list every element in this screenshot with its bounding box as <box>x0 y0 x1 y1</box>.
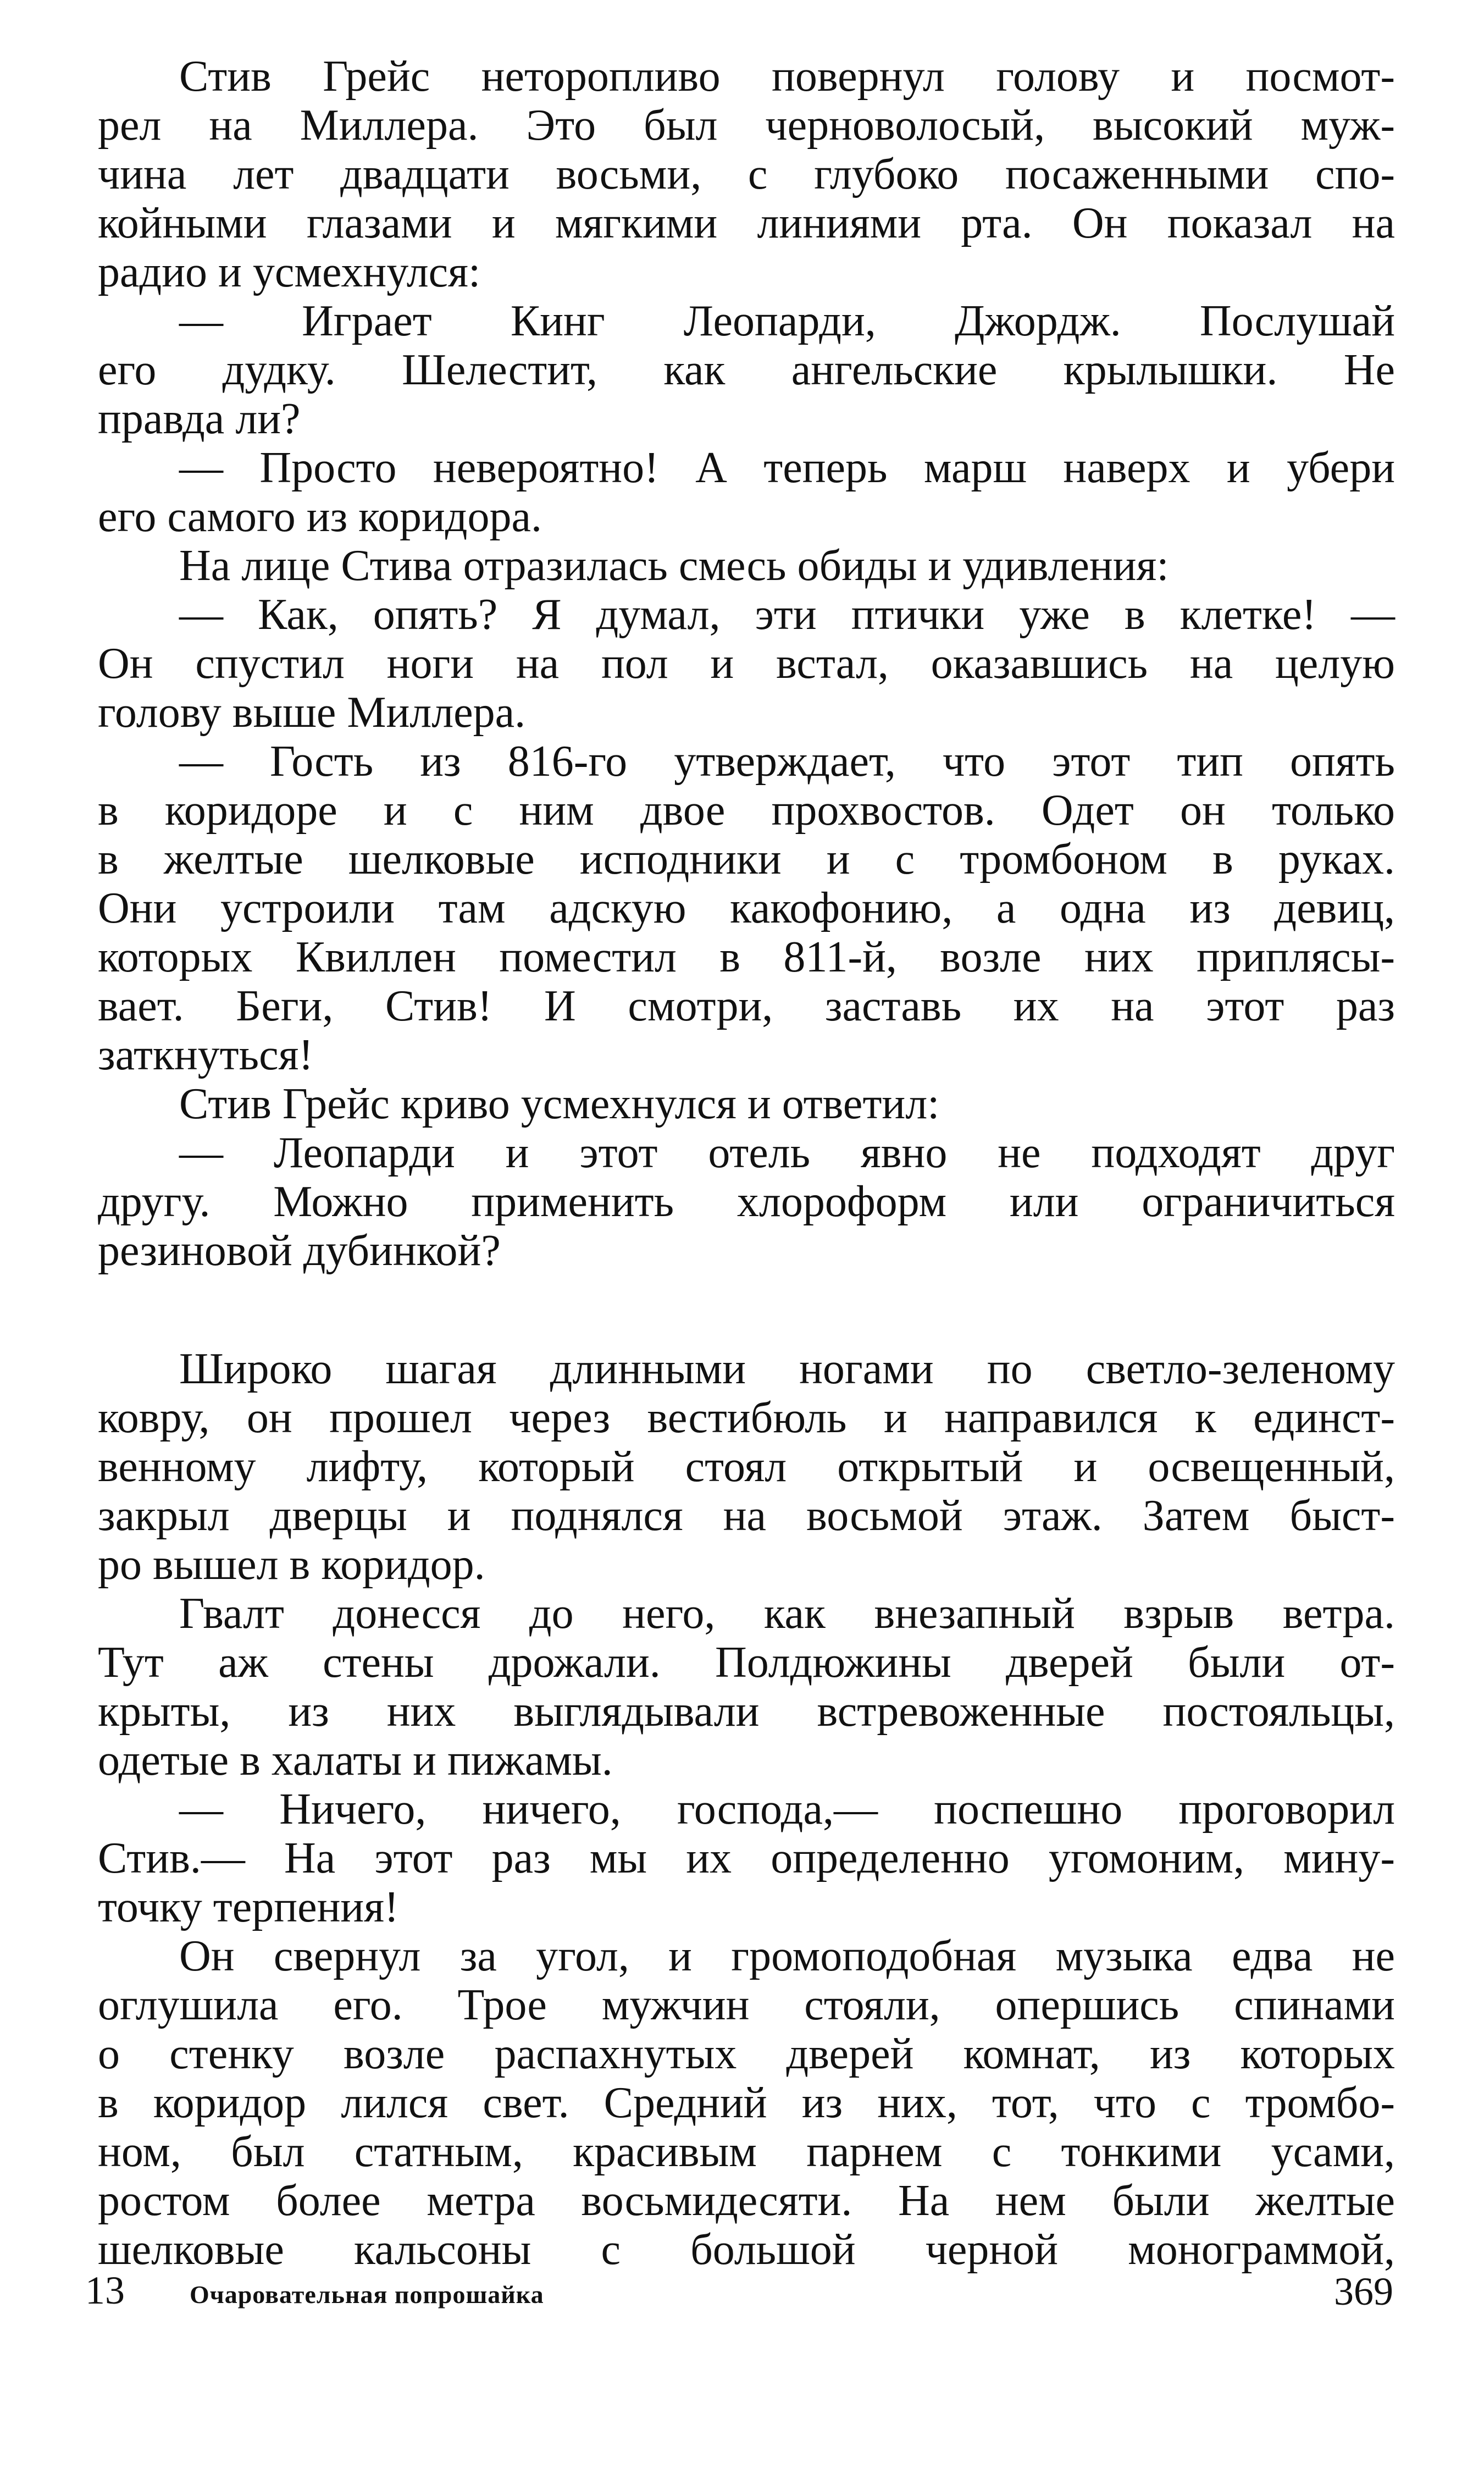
text-line: Широко шагая длинными ногами по светло-зеленому <box>179 1345 1395 1393</box>
text-line: На лице Стива отразилась смесь обиды и удивления: <box>179 542 1169 590</box>
text-line: его дудку. Шелестит, как ангельские крылышки. Не <box>98 346 1395 394</box>
paragraph <box>98 1932 1395 2274</box>
text-line: — Как, опять? Я думал, эти птички уже в клетке! — <box>179 590 1395 639</box>
text-line: Он спустил ноги на пол и встал, оказавшись на целую <box>98 639 1395 688</box>
text-line: резиновой дубинкой? <box>98 1227 501 1275</box>
paragraph <box>98 1785 1395 1932</box>
text-line: шелковые кальсоны с большой черной монограммой, <box>98 2226 1395 2274</box>
text-line: о стенку возле распахнутых дверей комнат, из которых <box>98 2030 1395 2078</box>
text-line: Он свернул за угол, и громоподобная музыка едва не <box>179 1932 1395 1980</box>
paragraph <box>98 1080 1395 1129</box>
text-line: Тут аж стены дрожали. Полдюжины дверей были от- <box>98 1638 1395 1687</box>
book-page-text <box>98 52 1395 2274</box>
text-line: Они устроили там адскую какофонию, а одна из девиц, <box>98 884 1395 932</box>
page-number: 369 <box>1334 2269 1393 2313</box>
text-line: — Гость из 816-го утверждает, что этот тип опять <box>179 737 1395 786</box>
paragraph <box>98 297 1395 444</box>
text-line: одетые в халаты и пижамы. <box>98 1736 613 1785</box>
text-line: Стив.— На этот раз мы их определенно угомоним, мину- <box>98 1834 1395 1882</box>
text-line: Стив Грейс криво усмехнулся и ответил: <box>179 1080 940 1128</box>
text-line: в коридор лился свет. Средний из них, тот, что с тромбо- <box>98 2079 1395 2127</box>
text-line: — Леопарди и этот отель явно не подходят друг <box>179 1129 1395 1177</box>
page-footer <box>85 2268 1393 2328</box>
text-line: койными глазами и мягкими линиями рта. Он показал на <box>98 199 1395 247</box>
text-line: — Просто невероятно! А теперь марш наверх и убери <box>179 444 1395 492</box>
text-line: ном, был статным, красивым парнем с тонкими усами, <box>98 2128 1395 2176</box>
paragraph <box>98 737 1395 1080</box>
text-line: — Ничего, ничего, господа,— поспешно проговорил <box>179 1785 1395 1834</box>
text-line: которых Квиллен поместил в 811-й, возле них приплясы- <box>98 933 1395 981</box>
text-line: вает. Беги, Стив! И смотри, заставь их на этот раз <box>98 982 1395 1030</box>
signature-mark: 13 <box>85 2268 125 2312</box>
paragraph <box>98 1345 1395 1589</box>
paragraph <box>98 444 1395 542</box>
text-line: точку терпения! <box>98 1883 399 1931</box>
text-line: рел на Миллера. Это был черноволосый, высокий муж- <box>98 101 1395 150</box>
text-line: закрыл дверцы и поднялся на восьмой этаж. Затем быст- <box>98 1492 1395 1540</box>
text-line: ростом более метра восьмидесяти. На нем были желтые <box>98 2177 1395 2225</box>
paragraph <box>98 52 1395 297</box>
text-line: заткнуться! <box>98 1031 314 1079</box>
text-line: ро вышел в коридор. <box>98 1540 485 1589</box>
paragraph <box>98 1129 1395 1275</box>
text-line: ковру, он прошел через вестибюль и направился к единст- <box>98 1394 1395 1442</box>
text-line: Гвалт донесся до него, как внезапный взрыв ветра. <box>179 1589 1395 1638</box>
text-line: Стив Грейс неторопливо повернул голову и посмот- <box>179 52 1395 101</box>
text-line: в желтые шелковые исподники и с тромбоном в руках. <box>98 835 1395 883</box>
text-line: оглушила его. Трое мужчин стояли, опершись спинами <box>98 1981 1395 2029</box>
text-line: голову выше Миллера. <box>98 688 526 737</box>
text-line: крыты, из них выглядывали встревоженные постояльцы, <box>98 1687 1395 1736</box>
text-line: чина лет двадцати восьми, с глубоко посаженными спо- <box>98 150 1395 198</box>
paragraph <box>98 1589 1395 1785</box>
text-line: правда ли? <box>98 395 301 443</box>
text-line: другу. Можно применить хлороформ или ограничиться <box>98 1178 1395 1226</box>
text-line: венному лифту, который стоял открытый и освещенный, <box>98 1443 1395 1491</box>
text-line: — Играет Кинг Леопарди, Джордж. Послушай <box>179 297 1395 345</box>
text-line: радио и усмехнулся: <box>98 248 481 296</box>
running-title: Очаровательная попрошайка <box>190 2280 544 2309</box>
text-line: его самого из коридора. <box>98 493 542 541</box>
paragraph <box>98 590 1395 737</box>
section-break <box>98 1275 1395 1345</box>
paragraph <box>98 542 1395 590</box>
text-line: в коридоре и с ним двое прохвостов. Одет он только <box>98 786 1395 835</box>
